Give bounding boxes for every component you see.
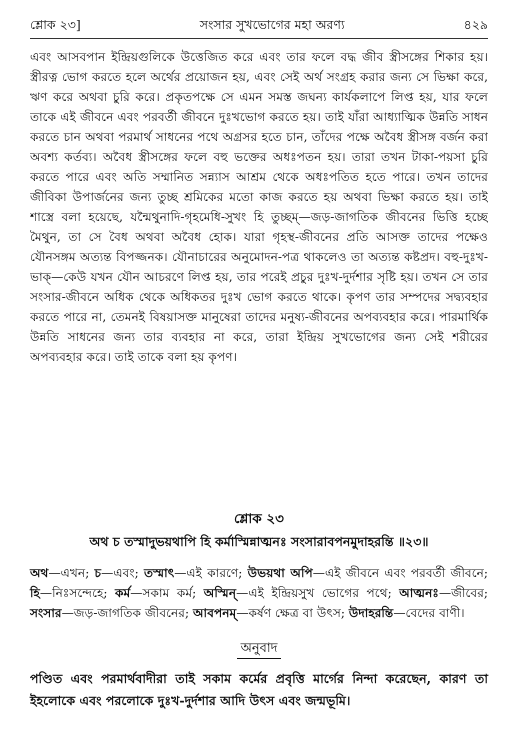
synonym-dash: — <box>174 566 187 580</box>
header-verse-ref: শ্লোক ২৩] <box>30 17 81 32</box>
synonym-word: চ <box>94 566 102 580</box>
synonym-meaning: জড়-জাগতিক জীবনের; <box>73 606 193 620</box>
book-page <box>30 14 488 712</box>
purport-text: এবং আসবপান ইন্দ্রিয়গুলিকে উত্তেজিত করে এবং তার ফলে বদ্ধ জীব স্ত্রীসঙ্গের শিকার হয়। স্ত্রীরত্ন ভোগ করতে হলে অর্থের প্রয়োজন হয়, এবং সেই অর্থ সংগ্রহ করার জন্য সে ভিক্ষা করে, ঋণ করে অথবা চুরি করে। প্রকৃতপক্ষে সে এমন সমস্ত জঘন্য কার্যকলাপে লিপ্ত হয়, যার ফলে তাকে এই জীবনে এবং পরবর্তী জীবনে দুঃখভোগ করতে হয়। তাই যাঁরা আধ্যাত্মিক উন্নতি সাধন করতে চান অথবা পরমার্থ সাধনের পথে অগ্রসর হতে চান, তাঁদের পক্ষে অবৈধ স্ত্রীসঙ্গ বর্জন করা অবশ্য কর্তব্য। অবৈধ স্ত্রীসঙ্গের ফলে বহু ভক্তের অধঃপতন হয়। তারা তখন টাকা-পয়সা চুরি করতে পারে এবং অতি সম্মানিত সন্ন্যাস আশ্রম থেকে অধঃপতিত হতে পারে। তখন তাদের জীবিকা উপার্জনের জন্য তুচ্ছ শ্রমিকের মতো কাজ করতে হয় অথবা ভিক্ষা করতে হয়। তাই শাস্ত্রে বলা হয়েছে, যন্মৈথুনাদি-গৃহমেধি-সুখং হি তুচ্ছম্—জড়-জাগতিক জীবনের ভিত্তি হচ্ছে মৈথুন, তা সে বৈধ অথবা অবৈধ হোক। যারা গৃহস্থ-জীবনের প্রতি আসক্ত তাদের পক্ষেও যৌনসঙ্গম অত্যন্ত বিপজ্জনক। যৌনাচারের অনুমোদন-পত্র থাকলেও তা অত্যন্ত কষ্টপ্রদ। বহু-দুঃখ-ভাক্—কেউ যখন যৌন আচরণে লিপ্ত হয়, তার পরেই প্রচুর দুঃখ-দুর্দশার সৃষ্টি হয়। তখন সে তার সংসার-জীবনে অধিক থেকে অধিকতর দুঃখ ভোগ করতে থাকে। কৃপণ তার সম্পদের সদ্ব্যবহার করতে পারে না, তেমনই বিষয়াসক্ত মানুষেরা তাদের মনুষ্য-জীবনের অপব্যবহার করে। পারমার্থিক উন্নতি সাধনের জন্য তার ব্যবহার না করে, তারা ইন্দ্রিয় সুখভোগের জন্য সেই শরীরের অপব্যবহার করে। তাই তাকে বলা হয় কৃপণ। <box>30 50 488 364</box>
synonym-meaning: জীবের; <box>451 586 489 600</box>
synonym-meaning: এবং; <box>113 566 144 580</box>
sanskrit-verse: অথ চ তস্মাদুভয়থাপি হি কর্মাস্মিন্নাত্মনঃ সংসারাবপনমুদাহরন্তি ॥২৩॥ <box>89 534 429 549</box>
synonym-word: আত্মনঃ <box>399 586 439 600</box>
synonym-dash: — <box>312 566 325 580</box>
synonym-dash: — <box>130 586 143 600</box>
synonym-word: তস্মাৎ <box>143 566 175 580</box>
synonym-dash: — <box>236 586 249 600</box>
synonym-dash: — <box>393 606 406 620</box>
header-rule <box>30 38 488 39</box>
synonym-dash: — <box>61 606 74 620</box>
synonym-dash: — <box>39 586 53 600</box>
synonyms-paragraph <box>30 563 488 623</box>
synonym-meaning: নিঃসন্দেহে; <box>52 586 115 600</box>
synonym-word: উদাহরন্তি <box>348 606 394 620</box>
synonym-meaning: কর্ষণ ক্ষেত্র বা উৎস; <box>248 606 349 620</box>
synonym-meaning: এই জীবনে এবং পরবর্তী জীবনে; <box>324 566 488 580</box>
synonym-word: অস্মিন্ <box>203 586 237 600</box>
synonym-word: সংসার <box>30 606 62 620</box>
synonym-word: হি <box>30 586 40 600</box>
translation-title: অনুবাদ <box>237 641 282 659</box>
synonym-dash: — <box>101 566 114 580</box>
verse-heading: শ্লোক ২৩ <box>234 511 284 527</box>
header-chapter-title: সংসার সুখভোগের মহা অরণ্য <box>199 17 345 32</box>
synonym-word: অথ <box>30 566 49 580</box>
page-header <box>30 14 488 36</box>
synonym-dash: — <box>236 606 249 620</box>
synonym-word: উভয়থা অপি <box>247 566 313 580</box>
synonym-meaning: সকাম কর্ম; <box>142 586 204 600</box>
synonym-word: কর্ম <box>114 586 131 600</box>
header-page-number: ৪২৯ <box>463 17 488 32</box>
synonym-meaning: এই ইন্দ্রিয়সুখ ভোগের পথে; <box>248 586 400 600</box>
synonym-word: আবপনম্ <box>193 606 237 620</box>
synonym-meaning: এই কারণে; <box>186 566 248 580</box>
synonym-dash: — <box>438 586 452 600</box>
translation-text: পণ্ডিত এবং পরমার্থবাদীরা তাই সকাম কর্মের প্রবৃত্তি মার্গের নিন্দা করেছেন, কারণ তা ইহলোকে এবং পরলোকে দুঃখ-দুর্দশার আদি উৎস এবং জন্মভূমি। <box>30 671 488 708</box>
translation-heading <box>30 639 488 660</box>
synonym-meaning: এখন; <box>60 566 95 580</box>
synonym-dash: — <box>48 566 61 580</box>
synonym-meaning: বেদের বাণী। <box>405 606 465 620</box>
